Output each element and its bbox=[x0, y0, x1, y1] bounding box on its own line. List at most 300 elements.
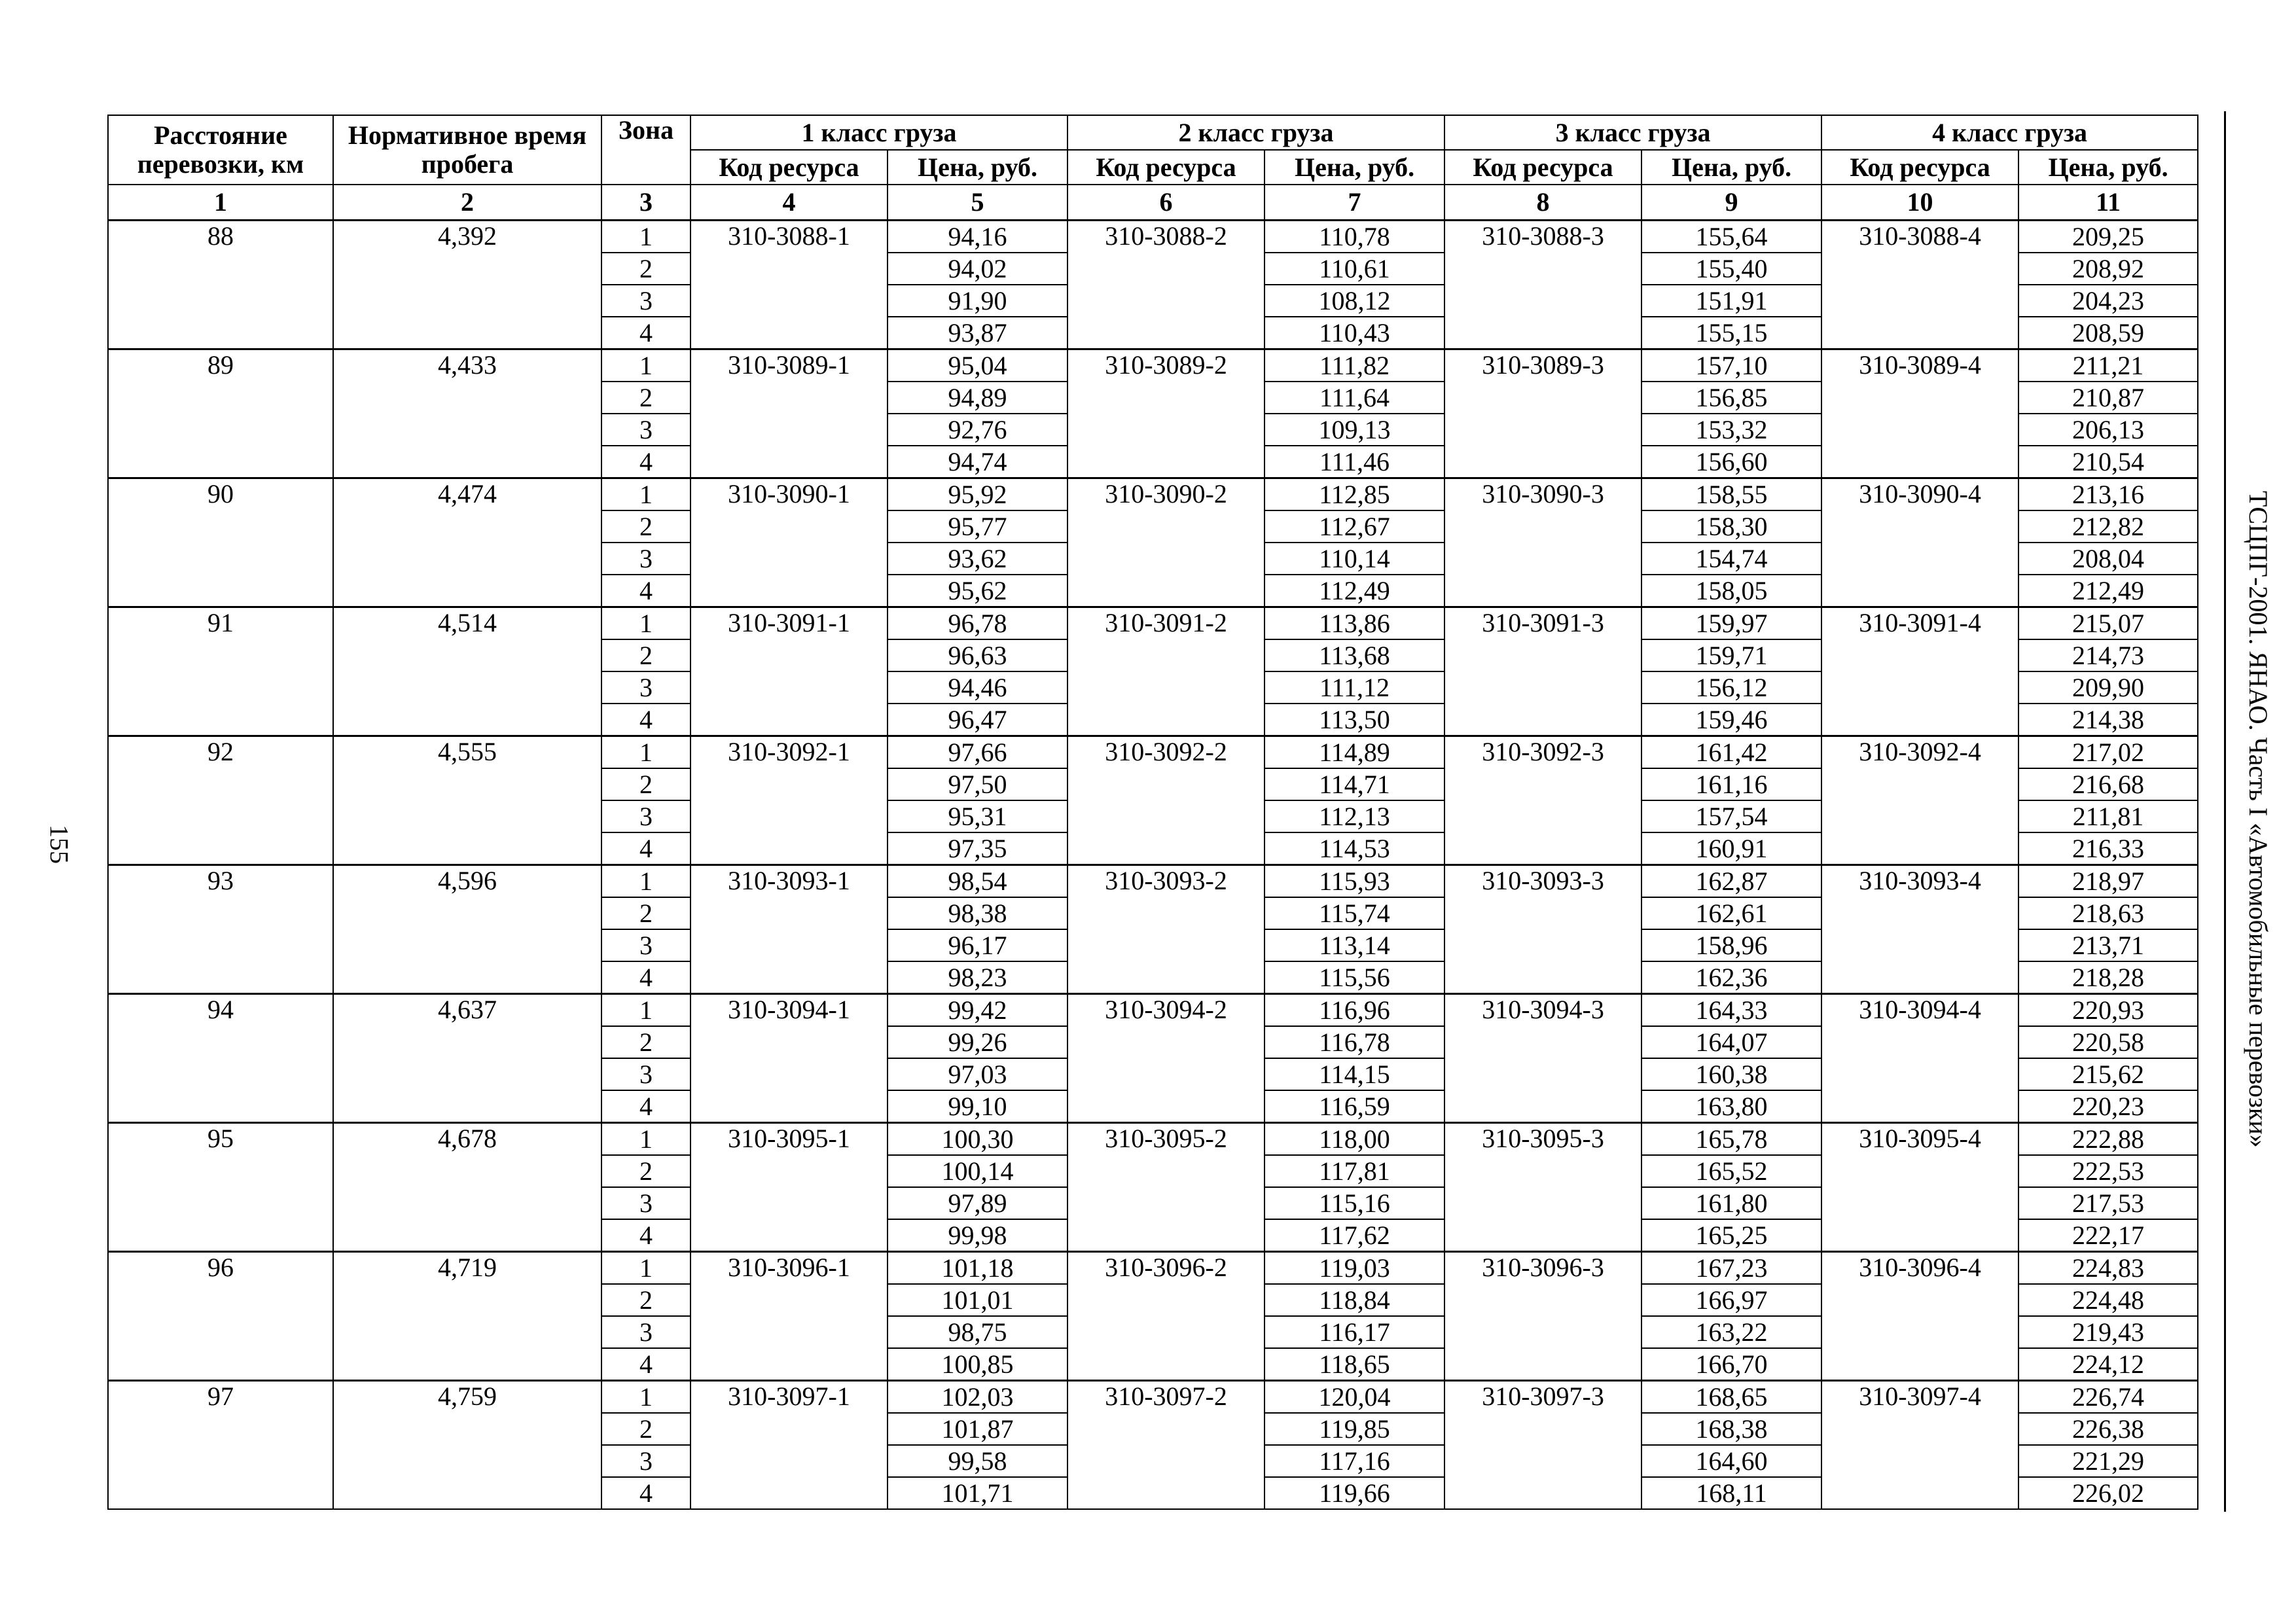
table-row bbox=[108, 607, 2198, 640]
zone-cell: 1 bbox=[601, 478, 691, 511]
price-cell: 111,46 bbox=[1265, 446, 1444, 478]
resource-code-cell: 310-3091-1 bbox=[691, 607, 888, 736]
price-cell: 115,16 bbox=[1265, 1187, 1444, 1219]
time-cell: 4,678 bbox=[333, 1123, 601, 1252]
price-cell: 168,65 bbox=[1641, 1381, 1821, 1414]
price-cell: 164,33 bbox=[1641, 994, 1821, 1027]
resource-code-cell: 310-3089-1 bbox=[691, 349, 888, 478]
resource-code-cell: 310-3097-1 bbox=[691, 1381, 888, 1510]
table-row bbox=[108, 994, 2198, 1027]
zone-cell: 1 bbox=[601, 1381, 691, 1414]
table-row bbox=[108, 865, 2198, 898]
resource-code-cell: 310-3097-2 bbox=[1067, 1381, 1265, 1510]
header-class-4: 4 класс груза bbox=[1821, 115, 2198, 150]
price-cell: 211,81 bbox=[2018, 800, 2198, 832]
price-cell: 216,33 bbox=[2018, 832, 2198, 865]
zone-cell: 4 bbox=[601, 1219, 691, 1252]
header-code: Код ресурса bbox=[691, 150, 888, 185]
price-cell: 118,84 bbox=[1265, 1284, 1444, 1316]
price-cell: 116,17 bbox=[1265, 1316, 1444, 1348]
zone-cell: 1 bbox=[601, 607, 691, 640]
column-number: 4 bbox=[691, 185, 888, 221]
resource-code-cell: 310-3092-1 bbox=[691, 736, 888, 865]
price-cell: 226,74 bbox=[2018, 1381, 2198, 1414]
price-cell: 212,49 bbox=[2018, 575, 2198, 607]
zone-cell: 3 bbox=[601, 1058, 691, 1090]
price-cell: 95,62 bbox=[888, 575, 1067, 607]
table-row bbox=[108, 1381, 2198, 1414]
time-cell: 4,637 bbox=[333, 994, 601, 1123]
price-cell: 115,74 bbox=[1265, 897, 1444, 929]
price-cell: 156,85 bbox=[1641, 382, 1821, 414]
zone-cell: 3 bbox=[601, 1187, 691, 1219]
price-cell: 220,58 bbox=[2018, 1026, 2198, 1058]
price-cell: 111,64 bbox=[1265, 382, 1444, 414]
resource-code-cell: 310-3096-4 bbox=[1821, 1252, 2018, 1381]
price-cell: 158,55 bbox=[1641, 478, 1821, 511]
price-cell: 214,38 bbox=[2018, 704, 2198, 736]
price-cell: 160,38 bbox=[1641, 1058, 1821, 1090]
resource-code-cell: 310-3089-2 bbox=[1067, 349, 1265, 478]
price-cell: 216,68 bbox=[2018, 768, 2198, 800]
price-cell: 96,63 bbox=[888, 639, 1067, 671]
zone-cell: 3 bbox=[601, 929, 691, 961]
price-cell: 213,71 bbox=[2018, 929, 2198, 961]
resource-code-cell: 310-3093-2 bbox=[1067, 865, 1265, 994]
price-cell: 161,42 bbox=[1641, 736, 1821, 769]
resource-code-cell: 310-3095-2 bbox=[1067, 1123, 1265, 1252]
distance-cell: 93 bbox=[108, 865, 333, 994]
time-cell: 4,433 bbox=[333, 349, 601, 478]
price-cell: 99,26 bbox=[888, 1026, 1067, 1058]
resource-code-cell: 310-3092-3 bbox=[1444, 736, 1641, 865]
table-row bbox=[108, 221, 2198, 253]
resource-code-cell: 310-3093-3 bbox=[1444, 865, 1641, 994]
header-class-3: 3 класс груза bbox=[1444, 115, 1821, 150]
resource-code-cell: 310-3089-4 bbox=[1821, 349, 2018, 478]
price-cell: 211,21 bbox=[2018, 349, 2198, 382]
zone-cell: 1 bbox=[601, 1252, 691, 1285]
price-cell: 92,76 bbox=[888, 414, 1067, 446]
column-number: 3 bbox=[601, 185, 691, 221]
price-cell: 218,63 bbox=[2018, 897, 2198, 929]
price-cell: 112,85 bbox=[1265, 478, 1444, 511]
price-cell: 209,90 bbox=[2018, 671, 2198, 704]
resource-code-cell: 310-3088-4 bbox=[1821, 221, 2018, 349]
price-cell: 220,93 bbox=[2018, 994, 2198, 1027]
price-cell: 97,66 bbox=[888, 736, 1067, 769]
zone-cell: 3 bbox=[601, 671, 691, 704]
header-zone: Зона bbox=[601, 115, 691, 185]
zone-cell: 1 bbox=[601, 865, 691, 898]
price-cell: 221,29 bbox=[2018, 1445, 2198, 1477]
resource-code-cell: 310-3088-3 bbox=[1444, 221, 1641, 349]
zone-cell: 4 bbox=[601, 317, 691, 349]
zone-cell: 2 bbox=[601, 1026, 691, 1058]
price-cell: 208,04 bbox=[2018, 543, 2198, 575]
time-cell: 4,555 bbox=[333, 736, 601, 865]
price-cell: 158,30 bbox=[1641, 510, 1821, 543]
resource-code-cell: 310-3093-1 bbox=[691, 865, 888, 994]
price-cell: 215,07 bbox=[2018, 607, 2198, 640]
price-cell: 210,54 bbox=[2018, 446, 2198, 478]
price-cell: 93,62 bbox=[888, 543, 1067, 575]
zone-cell: 2 bbox=[601, 1413, 691, 1445]
distance-cell: 95 bbox=[108, 1123, 333, 1252]
price-cell: 99,42 bbox=[888, 994, 1067, 1027]
price-cell: 218,28 bbox=[2018, 961, 2198, 994]
price-cell: 120,04 bbox=[1265, 1381, 1444, 1414]
price-cell: 168,38 bbox=[1641, 1413, 1821, 1445]
price-cell: 110,78 bbox=[1265, 221, 1444, 253]
price-cell: 215,62 bbox=[2018, 1058, 2198, 1090]
price-cell: 110,14 bbox=[1265, 543, 1444, 575]
price-cell: 116,59 bbox=[1265, 1090, 1444, 1123]
price-cell: 98,54 bbox=[888, 865, 1067, 898]
zone-cell: 1 bbox=[601, 1123, 691, 1156]
zone-cell: 2 bbox=[601, 1155, 691, 1187]
resource-code-cell: 310-3096-1 bbox=[691, 1252, 888, 1381]
price-cell: 97,50 bbox=[888, 768, 1067, 800]
zone-cell: 2 bbox=[601, 897, 691, 929]
price-cell: 210,87 bbox=[2018, 382, 2198, 414]
price-cell: 226,02 bbox=[2018, 1477, 2198, 1509]
price-cell: 94,02 bbox=[888, 253, 1067, 285]
resource-code-cell: 310-3095-3 bbox=[1444, 1123, 1641, 1252]
resource-code-cell: 310-3093-4 bbox=[1821, 865, 2018, 994]
zone-cell: 3 bbox=[601, 285, 691, 317]
column-number: 11 bbox=[2018, 185, 2198, 221]
price-cell: 219,43 bbox=[2018, 1316, 2198, 1348]
column-number: 9 bbox=[1641, 185, 1821, 221]
zone-cell: 2 bbox=[601, 510, 691, 543]
column-number-row bbox=[108, 185, 2198, 221]
resource-code-cell: 310-3096-3 bbox=[1444, 1252, 1641, 1381]
price-cell: 110,61 bbox=[1265, 253, 1444, 285]
resource-code-cell: 310-3092-2 bbox=[1067, 736, 1265, 865]
zone-cell: 4 bbox=[601, 961, 691, 994]
price-cell: 110,43 bbox=[1265, 317, 1444, 349]
header-class-1: 1 класс груза bbox=[691, 115, 1067, 150]
price-cell: 163,22 bbox=[1641, 1316, 1821, 1348]
price-cell: 155,64 bbox=[1641, 221, 1821, 253]
price-cell: 95,92 bbox=[888, 478, 1067, 511]
price-cell: 217,53 bbox=[2018, 1187, 2198, 1219]
price-cell: 94,16 bbox=[888, 221, 1067, 253]
price-cell: 163,80 bbox=[1641, 1090, 1821, 1123]
distance-cell: 97 bbox=[108, 1381, 333, 1510]
zone-cell: 4 bbox=[601, 704, 691, 736]
table-row bbox=[108, 1252, 2198, 1285]
price-cell: 102,03 bbox=[888, 1381, 1067, 1414]
price-cell: 157,54 bbox=[1641, 800, 1821, 832]
price-cell: 97,35 bbox=[888, 832, 1067, 865]
resource-code-cell: 310-3088-2 bbox=[1067, 221, 1265, 349]
price-cell: 114,53 bbox=[1265, 832, 1444, 865]
time-cell: 4,474 bbox=[333, 478, 601, 607]
price-cell: 222,53 bbox=[2018, 1155, 2198, 1187]
side-title: ТСЦПГ-2001. ЯНАО. Часть I «Автомобильные перевозки» bbox=[2244, 491, 2273, 1148]
freight-rate-table bbox=[107, 115, 2198, 1510]
zone-cell: 1 bbox=[601, 994, 691, 1027]
price-cell: 119,85 bbox=[1265, 1413, 1444, 1445]
resource-code-cell: 310-3094-1 bbox=[691, 994, 888, 1123]
zone-cell: 1 bbox=[601, 736, 691, 769]
price-cell: 112,49 bbox=[1265, 575, 1444, 607]
price-cell: 100,85 bbox=[888, 1348, 1067, 1381]
price-cell: 93,87 bbox=[888, 317, 1067, 349]
time-cell: 4,596 bbox=[333, 865, 601, 994]
distance-cell: 91 bbox=[108, 607, 333, 736]
price-cell: 109,13 bbox=[1265, 414, 1444, 446]
price-cell: 99,98 bbox=[888, 1219, 1067, 1252]
price-cell: 116,78 bbox=[1265, 1026, 1444, 1058]
price-cell: 161,80 bbox=[1641, 1187, 1821, 1219]
price-cell: 101,01 bbox=[888, 1284, 1067, 1316]
price-cell: 101,71 bbox=[888, 1477, 1067, 1509]
price-cell: 156,12 bbox=[1641, 671, 1821, 704]
column-number: 6 bbox=[1067, 185, 1265, 221]
zone-cell: 3 bbox=[601, 1445, 691, 1477]
resource-code-cell: 310-3092-4 bbox=[1821, 736, 2018, 865]
side-rule bbox=[2224, 111, 2226, 1512]
table-row bbox=[108, 478, 2198, 511]
price-cell: 155,15 bbox=[1641, 317, 1821, 349]
price-cell: 222,17 bbox=[2018, 1219, 2198, 1252]
price-cell: 218,97 bbox=[2018, 865, 2198, 898]
distance-cell: 90 bbox=[108, 478, 333, 607]
time-cell: 4,759 bbox=[333, 1381, 601, 1510]
price-cell: 114,71 bbox=[1265, 768, 1444, 800]
resource-code-cell: 310-3091-3 bbox=[1444, 607, 1641, 736]
time-cell: 4,719 bbox=[333, 1252, 601, 1381]
zone-cell: 3 bbox=[601, 543, 691, 575]
price-cell: 209,25 bbox=[2018, 221, 2198, 253]
resource-code-cell: 310-3090-2 bbox=[1067, 478, 1265, 607]
price-cell: 159,97 bbox=[1641, 607, 1821, 640]
column-number: 7 bbox=[1265, 185, 1444, 221]
price-cell: 165,78 bbox=[1641, 1123, 1821, 1156]
header-code: Код ресурса bbox=[1444, 150, 1641, 185]
time-cell: 4,392 bbox=[333, 221, 601, 349]
column-number: 1 bbox=[108, 185, 333, 221]
zone-cell: 2 bbox=[601, 768, 691, 800]
resource-code-cell: 310-3090-1 bbox=[691, 478, 888, 607]
resource-code-cell: 310-3094-2 bbox=[1067, 994, 1265, 1123]
price-cell: 155,40 bbox=[1641, 253, 1821, 285]
zone-cell: 1 bbox=[601, 349, 691, 382]
price-cell: 95,31 bbox=[888, 800, 1067, 832]
price-cell: 101,87 bbox=[888, 1413, 1067, 1445]
price-cell: 97,89 bbox=[888, 1187, 1067, 1219]
price-cell: 94,74 bbox=[888, 446, 1067, 478]
price-cell: 166,70 bbox=[1641, 1348, 1821, 1381]
price-cell: 100,14 bbox=[888, 1155, 1067, 1187]
price-cell: 164,60 bbox=[1641, 1445, 1821, 1477]
resource-code-cell: 310-3088-1 bbox=[691, 221, 888, 349]
table-row bbox=[108, 1123, 2198, 1156]
page-number: 155 bbox=[45, 825, 74, 864]
price-cell: 159,46 bbox=[1641, 704, 1821, 736]
price-cell: 168,11 bbox=[1641, 1477, 1821, 1509]
price-cell: 154,74 bbox=[1641, 543, 1821, 575]
header-code: Код ресурса bbox=[1067, 150, 1265, 185]
price-cell: 96,47 bbox=[888, 704, 1067, 736]
zone-cell: 4 bbox=[601, 575, 691, 607]
price-cell: 157,10 bbox=[1641, 349, 1821, 382]
price-cell: 213,16 bbox=[2018, 478, 2198, 511]
price-cell: 166,97 bbox=[1641, 1284, 1821, 1316]
zone-cell: 4 bbox=[601, 1348, 691, 1381]
column-number: 2 bbox=[333, 185, 601, 221]
price-cell: 165,25 bbox=[1641, 1219, 1821, 1252]
header-price: Цена, руб. bbox=[1265, 150, 1444, 185]
price-cell: 226,38 bbox=[2018, 1413, 2198, 1445]
price-cell: 101,18 bbox=[888, 1252, 1067, 1285]
header-time: Нормативное время пробега bbox=[333, 115, 601, 185]
resource-code-cell: 310-3097-4 bbox=[1821, 1381, 2018, 1510]
table-row bbox=[108, 349, 2198, 382]
price-cell: 114,89 bbox=[1265, 736, 1444, 769]
resource-code-cell: 310-3095-4 bbox=[1821, 1123, 2018, 1252]
price-cell: 115,56 bbox=[1265, 961, 1444, 994]
price-cell: 156,60 bbox=[1641, 446, 1821, 478]
price-cell: 113,86 bbox=[1265, 607, 1444, 640]
price-cell: 98,75 bbox=[888, 1316, 1067, 1348]
resource-code-cell: 310-3091-4 bbox=[1821, 607, 2018, 736]
resource-code-cell: 310-3090-4 bbox=[1821, 478, 2018, 607]
price-cell: 162,61 bbox=[1641, 897, 1821, 929]
price-cell: 116,96 bbox=[1265, 994, 1444, 1027]
price-cell: 98,23 bbox=[888, 961, 1067, 994]
price-cell: 162,87 bbox=[1641, 865, 1821, 898]
zone-cell: 2 bbox=[601, 382, 691, 414]
zone-cell: 2 bbox=[601, 639, 691, 671]
distance-cell: 94 bbox=[108, 994, 333, 1123]
price-cell: 224,12 bbox=[2018, 1348, 2198, 1381]
price-cell: 158,96 bbox=[1641, 929, 1821, 961]
price-cell: 113,68 bbox=[1265, 639, 1444, 671]
zone-cell: 3 bbox=[601, 414, 691, 446]
price-cell: 100,30 bbox=[888, 1123, 1067, 1156]
zone-cell: 2 bbox=[601, 253, 691, 285]
price-cell: 94,46 bbox=[888, 671, 1067, 704]
price-cell: 158,05 bbox=[1641, 575, 1821, 607]
column-number: 5 bbox=[888, 185, 1067, 221]
distance-cell: 89 bbox=[108, 349, 333, 478]
price-cell: 95,04 bbox=[888, 349, 1067, 382]
resource-code-cell: 310-3097-3 bbox=[1444, 1381, 1641, 1510]
price-cell: 206,13 bbox=[2018, 414, 2198, 446]
price-cell: 112,13 bbox=[1265, 800, 1444, 832]
price-cell: 167,23 bbox=[1641, 1252, 1821, 1285]
price-cell: 98,38 bbox=[888, 897, 1067, 929]
header-code: Код ресурса bbox=[1821, 150, 2018, 185]
distance-cell: 92 bbox=[108, 736, 333, 865]
table-row bbox=[108, 736, 2198, 769]
price-cell: 91,90 bbox=[888, 285, 1067, 317]
price-cell: 117,16 bbox=[1265, 1445, 1444, 1477]
zone-cell: 4 bbox=[601, 832, 691, 865]
zone-cell: 3 bbox=[601, 1316, 691, 1348]
price-cell: 117,81 bbox=[1265, 1155, 1444, 1187]
header-price: Цена, руб. bbox=[888, 150, 1067, 185]
column-number: 8 bbox=[1444, 185, 1641, 221]
distance-cell: 88 bbox=[108, 221, 333, 349]
price-cell: 165,52 bbox=[1641, 1155, 1821, 1187]
resource-code-cell: 310-3096-2 bbox=[1067, 1252, 1265, 1381]
price-cell: 118,00 bbox=[1265, 1123, 1444, 1156]
price-cell: 118,65 bbox=[1265, 1348, 1444, 1381]
resource-code-cell: 310-3094-4 bbox=[1821, 994, 2018, 1123]
price-cell: 117,62 bbox=[1265, 1219, 1444, 1252]
header-distance: Расстояние перевозки, км bbox=[108, 115, 333, 185]
price-cell: 153,32 bbox=[1641, 414, 1821, 446]
zone-cell: 2 bbox=[601, 1284, 691, 1316]
header-price: Цена, руб. bbox=[2018, 150, 2198, 185]
resource-code-cell: 310-3089-3 bbox=[1444, 349, 1641, 478]
price-cell: 95,77 bbox=[888, 510, 1067, 543]
price-cell: 208,59 bbox=[2018, 317, 2198, 349]
price-cell: 160,91 bbox=[1641, 832, 1821, 865]
table-body bbox=[108, 221, 2198, 1510]
distance-cell: 96 bbox=[108, 1252, 333, 1381]
price-cell: 113,50 bbox=[1265, 704, 1444, 736]
price-cell: 108,12 bbox=[1265, 285, 1444, 317]
header-price: Цена, руб. bbox=[1641, 150, 1821, 185]
price-cell: 99,58 bbox=[888, 1445, 1067, 1477]
price-cell: 214,73 bbox=[2018, 639, 2198, 671]
header-class-2: 2 класс груза bbox=[1067, 115, 1444, 150]
resource-code-cell: 310-3095-1 bbox=[691, 1123, 888, 1252]
zone-cell: 1 bbox=[601, 221, 691, 253]
price-cell: 94,89 bbox=[888, 382, 1067, 414]
price-cell: 164,07 bbox=[1641, 1026, 1821, 1058]
price-cell: 114,15 bbox=[1265, 1058, 1444, 1090]
price-cell: 204,23 bbox=[2018, 285, 2198, 317]
price-cell: 159,71 bbox=[1641, 639, 1821, 671]
zone-cell: 3 bbox=[601, 800, 691, 832]
price-cell: 224,83 bbox=[2018, 1252, 2198, 1285]
price-cell: 113,14 bbox=[1265, 929, 1444, 961]
price-cell: 224,48 bbox=[2018, 1284, 2198, 1316]
price-cell: 161,16 bbox=[1641, 768, 1821, 800]
price-cell: 115,93 bbox=[1265, 865, 1444, 898]
price-cell: 119,03 bbox=[1265, 1252, 1444, 1285]
time-cell: 4,514 bbox=[333, 607, 601, 736]
price-cell: 96,78 bbox=[888, 607, 1067, 640]
price-cell: 97,03 bbox=[888, 1058, 1067, 1090]
price-cell: 96,17 bbox=[888, 929, 1067, 961]
price-cell: 112,67 bbox=[1265, 510, 1444, 543]
price-cell: 119,66 bbox=[1265, 1477, 1444, 1509]
price-cell: 220,23 bbox=[2018, 1090, 2198, 1123]
price-cell: 99,10 bbox=[888, 1090, 1067, 1123]
zone-cell: 4 bbox=[601, 1477, 691, 1509]
price-cell: 111,12 bbox=[1265, 671, 1444, 704]
resource-code-cell: 310-3091-2 bbox=[1067, 607, 1265, 736]
zone-cell: 4 bbox=[601, 446, 691, 478]
resource-code-cell: 310-3094-3 bbox=[1444, 994, 1641, 1123]
column-number: 10 bbox=[1821, 185, 2018, 221]
price-cell: 208,92 bbox=[2018, 253, 2198, 285]
price-cell: 111,82 bbox=[1265, 349, 1444, 382]
zone-cell: 4 bbox=[601, 1090, 691, 1123]
price-cell: 217,02 bbox=[2018, 736, 2198, 769]
price-cell: 212,82 bbox=[2018, 510, 2198, 543]
price-cell: 151,91 bbox=[1641, 285, 1821, 317]
price-cell: 162,36 bbox=[1641, 961, 1821, 994]
